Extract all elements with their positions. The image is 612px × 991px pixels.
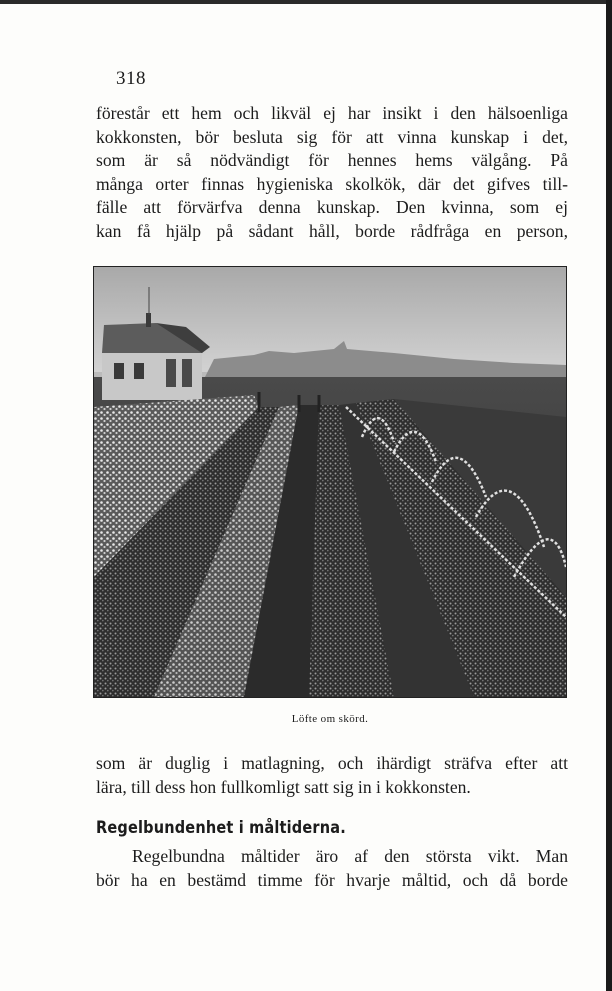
top-edge	[0, 0, 612, 4]
text-line: kokkonsten, bör besluta sig för att vinna kunskap i det,	[96, 126, 568, 147]
text-line: fälle att förvärfva denna kunskap. Den kvinna, som ej	[96, 197, 568, 218]
text-line: som är så nödvändigt för hennes hems välgång. På	[96, 150, 568, 171]
text-line: bör ha en bestämd timme för hvarje måltid, och då borde	[96, 869, 568, 890]
hop-garden-photo	[93, 266, 567, 698]
figure-caption: Löfte om skörd.	[291, 713, 369, 725]
page-number: 318	[116, 68, 146, 89]
text-line: Regelbundna måltider äro af den största vikt. Man	[132, 846, 568, 866]
paragraph-2	[96, 752, 568, 799]
paragraph-3	[96, 845, 568, 892]
text-line: lära, till dess hon fullkomligt satt sig in i kokkonsten.	[96, 776, 471, 797]
section-heading: Regelbundenhet i måltiderna.	[96, 818, 346, 837]
text-line: som är duglig i matlagning, och ihärdigt sträfva efter att	[96, 753, 568, 773]
text-line: förestår ett hem och likväl ej har insikt i den hälsoenliga	[96, 103, 568, 123]
text-line: många orter finnas hygieniska skolkök, där det gifves till-	[96, 173, 568, 194]
text-line: kan få hjälp på sådant håll, borde rådfråga en person,	[96, 220, 568, 241]
paragraph-1	[96, 102, 568, 244]
right-edge	[606, 0, 612, 991]
